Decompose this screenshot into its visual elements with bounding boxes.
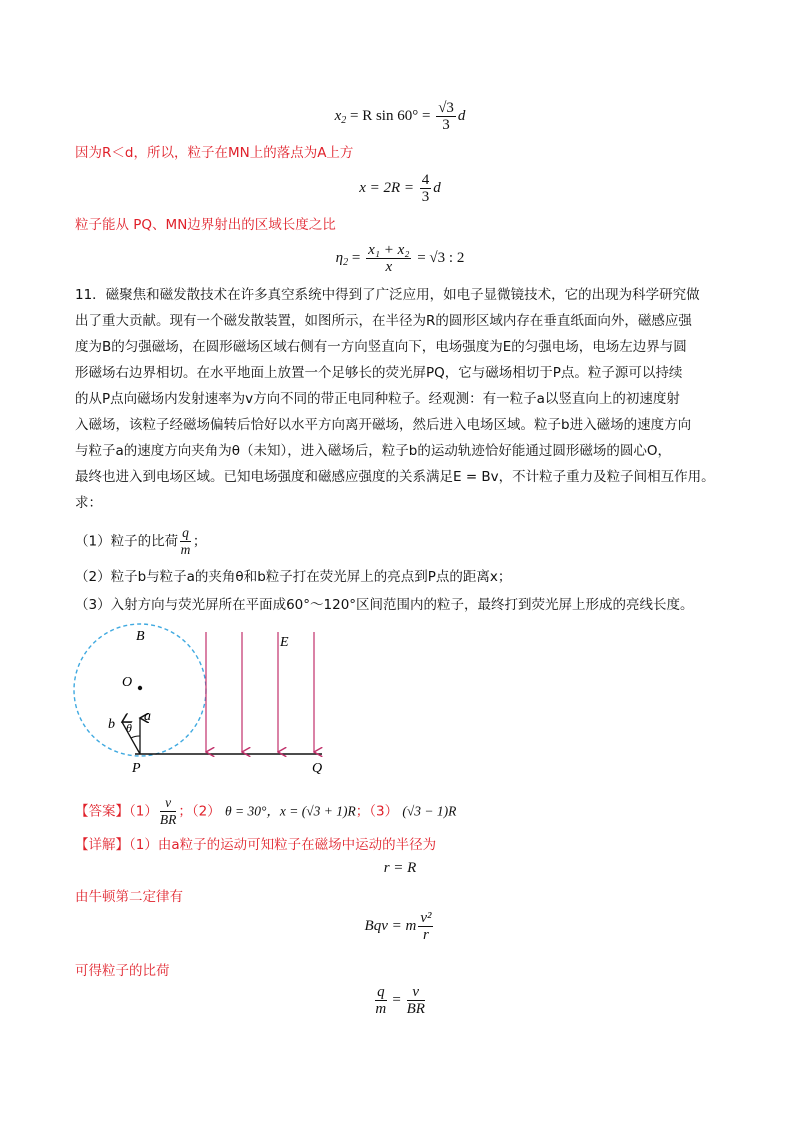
label-E: E [280,635,289,650]
detail-newton-note: 由牛顿第二定律有 [75,889,183,905]
label-theta: θ [126,721,132,735]
note-r-less-d: 因为R＜d，所以，粒子在MN上的落点为A上方 [75,145,354,161]
problem-line: 出了重大贡献。现有一个磁发散装置，如图所示，在半径为R的圆形区域内存在垂直纸面向外，磁感应强 [75,313,692,329]
problem-line: 与粒子a的速度方向夹角为θ（未知），进入磁场后，粒子b的运动轨迹恰好能通过圆形磁场的圆心O， [75,443,671,459]
label-P: P [132,761,141,776]
equation-x: x = 2R = $\frac{4}{3}$ d [359,172,441,205]
label-Q: Q [312,761,323,776]
label-O: O [122,675,133,690]
problem-line: 形磁场右边界相切。在水平地面上放置一个足够长的荧光屏PQ，它与磁场相切于P点。粒子源可以持续 [75,365,683,381]
problem-line: 最终也进入到电场区域。已知电场强度和磁感应强度的关系满足E = Bv，不计粒子重力及粒子间相互作用。 [75,469,715,485]
problem-line: 的从P点向磁场内发射速率为v方向不同的带正电同种粒子。经观测：有一粒子a以竖直向上的初速度射 [75,391,680,407]
problem-line: 度为B的匀强磁场，在圆形磁场区域右侧有一方向竖直向下，电场强度为E的匀强电场，电场左边界与圆 [75,339,687,355]
equation-newton: Bqv = m $\frac{\text{v²}}{r}$ [364,910,432,943]
label-b: b [108,717,115,732]
label-a: a [144,709,151,724]
equation-eta: $\eta_2$ = $\frac{\text{x₁ + x₂}}{x}$ = √3 : 2 [335,242,465,275]
equation-x2: $x_2 = R$ sin 60° = $\frac{√3}{3}$ d [334,100,466,133]
problem-line: 求： [75,495,102,511]
equation-r: r = R [383,860,417,876]
note-region-ratio: 粒子能从 PQ、MN边界射出的区域长度之比 [75,217,336,233]
equation-charge-ratio: $\frac{q}{m}$ = $\frac{v}{BR}$ [375,984,425,1017]
label-B: B [136,629,145,644]
detail-intro: 【详解】（1）由a粒子的运动可知粒子在磁场中运动的半径为 [75,837,437,853]
question-1: （1）粒子的比荷 $\frac{q}{m}$ ； [75,525,207,557]
center-point-O [138,686,142,690]
problem-line: 11．磁聚焦和磁发散技术在许多真空系统中得到了广泛应用，如电子显微镜技术，它的出现为科学研究做 [75,287,700,303]
angle-arc [131,736,140,738]
question-3: （3）入射方向与荧光屏所在平面成60°～120°区间范围内的粒子，最终打到荧光屏上形成的亮线长度。 [75,597,694,613]
magnetic-field-figure [60,620,350,780]
problem-line: 入磁场，该粒子经磁场偏转后恰好以水平方向离开磁场，然后进入电场区域。粒子b进入磁场的速度方向 [75,417,692,433]
answer-line: 【答案】（1） $\frac{v}{BR}$ ；（2） θ = 30°，x = (√3 + 1)R；（3） (√3 − 1)R [75,795,457,827]
detail-ratio-note: 可得粒子的比荷 [75,963,170,979]
question-2: （2）粒子b与粒子a的夹角θ和b粒子打在荧光屏上的亮点到P点的距离x； [75,569,512,585]
